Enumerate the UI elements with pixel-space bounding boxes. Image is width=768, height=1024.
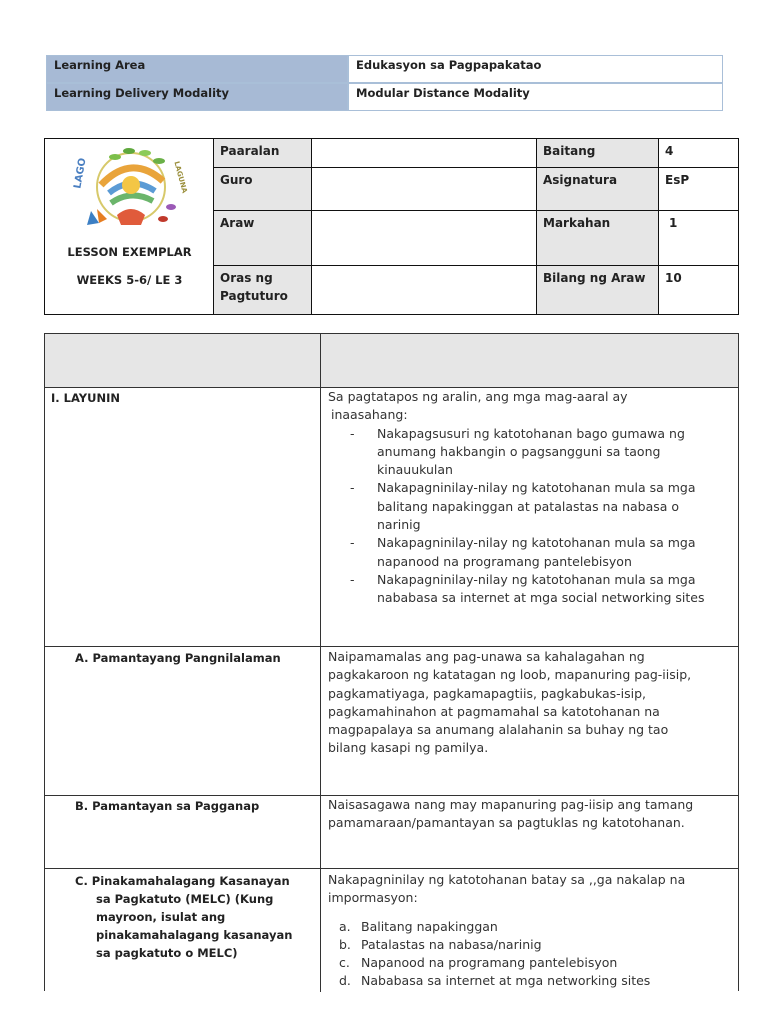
paaralan-value-cell [312,139,537,168]
guro-value-cell [312,168,537,211]
bilang-label-cell [537,266,659,314]
paaralan-label: Paaralan [220,144,280,158]
bilang-value: 10 [665,271,682,285]
section-a-content [328,648,733,758]
section-c-content [328,871,733,991]
logo-text-laguna: LAGUNA [172,160,189,195]
text-line: Naipamamalas ang pag-unawa sa kahalagahan ng [328,649,645,664]
delivery-modality-label: Learning Delivery Modality [54,86,230,100]
baitang-label-cell [537,139,659,168]
column-divider [320,334,321,992]
text-line: pagkamahinahon at pagmamahal sa katotohanan na [328,703,660,719]
delivery-modality-value: Modular Distance Modality [356,86,530,100]
label-line: pinakamahalagang kasanayan [96,928,293,942]
bilang-label: Bilang ng Araw [543,271,646,285]
list-item-line: Nakapagninilay-nilay ng katotohanan mula sa mga [377,535,696,551]
araw-label-cell [214,211,312,266]
oras-label-line-1: Oras ng [220,271,273,285]
text-line: magpapalaya sa anumang alalahanin sa buhay ng tao [328,722,669,738]
list-item-line: Nakapagsusuri ng katotohanan bago gumawa ng [377,425,685,441]
row-divider [45,868,738,869]
paaralan-label-cell [214,139,312,168]
dash-bullet: - [350,425,355,441]
list-item-line: kinauukulan [377,462,453,478]
markahan-value-cell [659,211,738,266]
list-item-text: Nababasa sa internet at mga networking sites [361,973,651,989]
list-item-line: napanood na programang pantelebisyon [377,553,632,569]
asignatura-value: EsP [665,173,690,187]
text-line: Naisasagawa nang may mapanuring pag-iisip ang tamang [328,797,694,812]
guro-label-cell [214,168,312,211]
araw-value-cell [312,211,537,266]
list-item-text: Napanood na programang pantelebisyon [361,955,618,971]
layunin-list [328,425,733,608]
dash-bullet: - [350,535,355,551]
dash-bullet: - [350,571,355,587]
list-item [328,425,733,480]
list-item [328,571,733,608]
asignatura-label: Asignatura [543,173,618,187]
list-marker: b. [339,936,351,952]
exemplar-title: LESSON EXEMPLAR [67,245,192,259]
section-a-label: A. Pamantayang Pangnilalaman [75,651,281,665]
oras-label-cell [214,266,312,314]
logo-text-lago: LAGO [72,157,89,190]
markahan-label: Markahan [543,216,611,230]
learning-area-table [46,55,723,111]
lesson-header-table [44,138,739,315]
layunin-content [328,388,733,608]
list-item [328,534,733,571]
row-divider [45,646,738,647]
list-marker: c. [339,955,350,971]
label-line: mayroon, isulat ang [96,910,226,924]
text-line: bilang kasapi ng pamilya. [328,740,489,756]
list-item-line: narinig [377,517,421,533]
delivery-modality-value-cell [348,83,723,111]
markahan-value: 1 [669,216,678,230]
baitang-value-cell [659,139,738,168]
dash-bullet: - [350,480,355,496]
list-item-line: Nakapagninilay-nilay ng katotohanan mula sa mga [377,571,696,587]
markahan-label-cell [537,211,659,266]
oras-label-line-2: Pagtuturo [220,289,288,303]
section-b-content [328,796,733,833]
baitang-label: Baitang [543,144,596,158]
asignatura-value-cell [659,168,738,211]
blank-header-right [321,334,738,387]
lago-laguna-logo [71,141,191,231]
araw-label: Araw [220,216,255,230]
logo-cell [45,139,214,314]
list-item-text: Balitang napakinggan [361,918,498,934]
oras-value-cell [312,266,537,314]
label-line: sa pagkatuto o MELC) [96,946,238,960]
label-line: sa Pagkatuto (MELC) (Kung [96,892,274,906]
blank-header-left [45,334,320,387]
guro-label: Guro [220,173,253,187]
delivery-modality-label-cell [46,83,348,111]
learning-area-value: Edukasyon sa Pagpapakatao [356,58,542,72]
section-c-intro-1: Nakapagninilay ng katotohanan batay sa ,,ga nakalap na [328,872,686,887]
list-item-line: balitang napakinggan at patalastas na nabasa o [377,498,680,514]
text-line: pagkakaroon ng katatagan ng loob, mapanuring pag-iisip, [328,667,692,683]
exemplar-weeks: WEEKS 5-6/ LE 3 [76,273,183,287]
text-line: pamamaraan/pamantayan sa pagtuklas ng katotohanan. [328,815,685,831]
asignatura-label-cell [537,168,659,211]
section-c-intro-2: impormasyon: [328,890,418,906]
list-item-line: Nakapagninilay-nilay ng katotohanan mula sa mga [377,480,696,496]
text-line: pagkamatiyaga, pagkamapagtiis, pagkabukas-isip, [328,685,647,701]
bilang-value-cell [659,266,738,314]
section-b-label: B. Pamantayan sa Pagganap [75,799,260,813]
learning-area-label: Learning Area [54,58,146,72]
layunin-intro-1: Sa pagtatapos ng aralin, ang mga mag-aaral ay [328,389,628,404]
learning-area-label-cell [46,55,348,83]
list-item [339,936,733,954]
list-item [339,972,733,990]
list-item [339,918,733,936]
list-item [339,954,733,972]
list-marker: d. [339,973,351,989]
section-c-label [75,872,315,962]
label-line: C. Pinakamahalagang Kasanayan [75,874,290,888]
layunin-label: I. LAYUNIN [51,391,120,405]
section-c-list [328,918,733,991]
list-marker: a. [339,918,351,934]
list-item-text: Patalastas na nabasa/narinig [361,936,542,952]
learning-area-value-cell [348,55,723,83]
baitang-value: 4 [665,144,674,158]
list-item-line: anumang hakbangin o pagsangguni sa taong [377,443,661,459]
lesson-content-table [44,333,739,991]
layunin-intro-2: inaasahang: [331,407,408,423]
list-item-line: nababasa sa internet at mga social networking sites [377,590,705,606]
list-item [328,479,733,534]
